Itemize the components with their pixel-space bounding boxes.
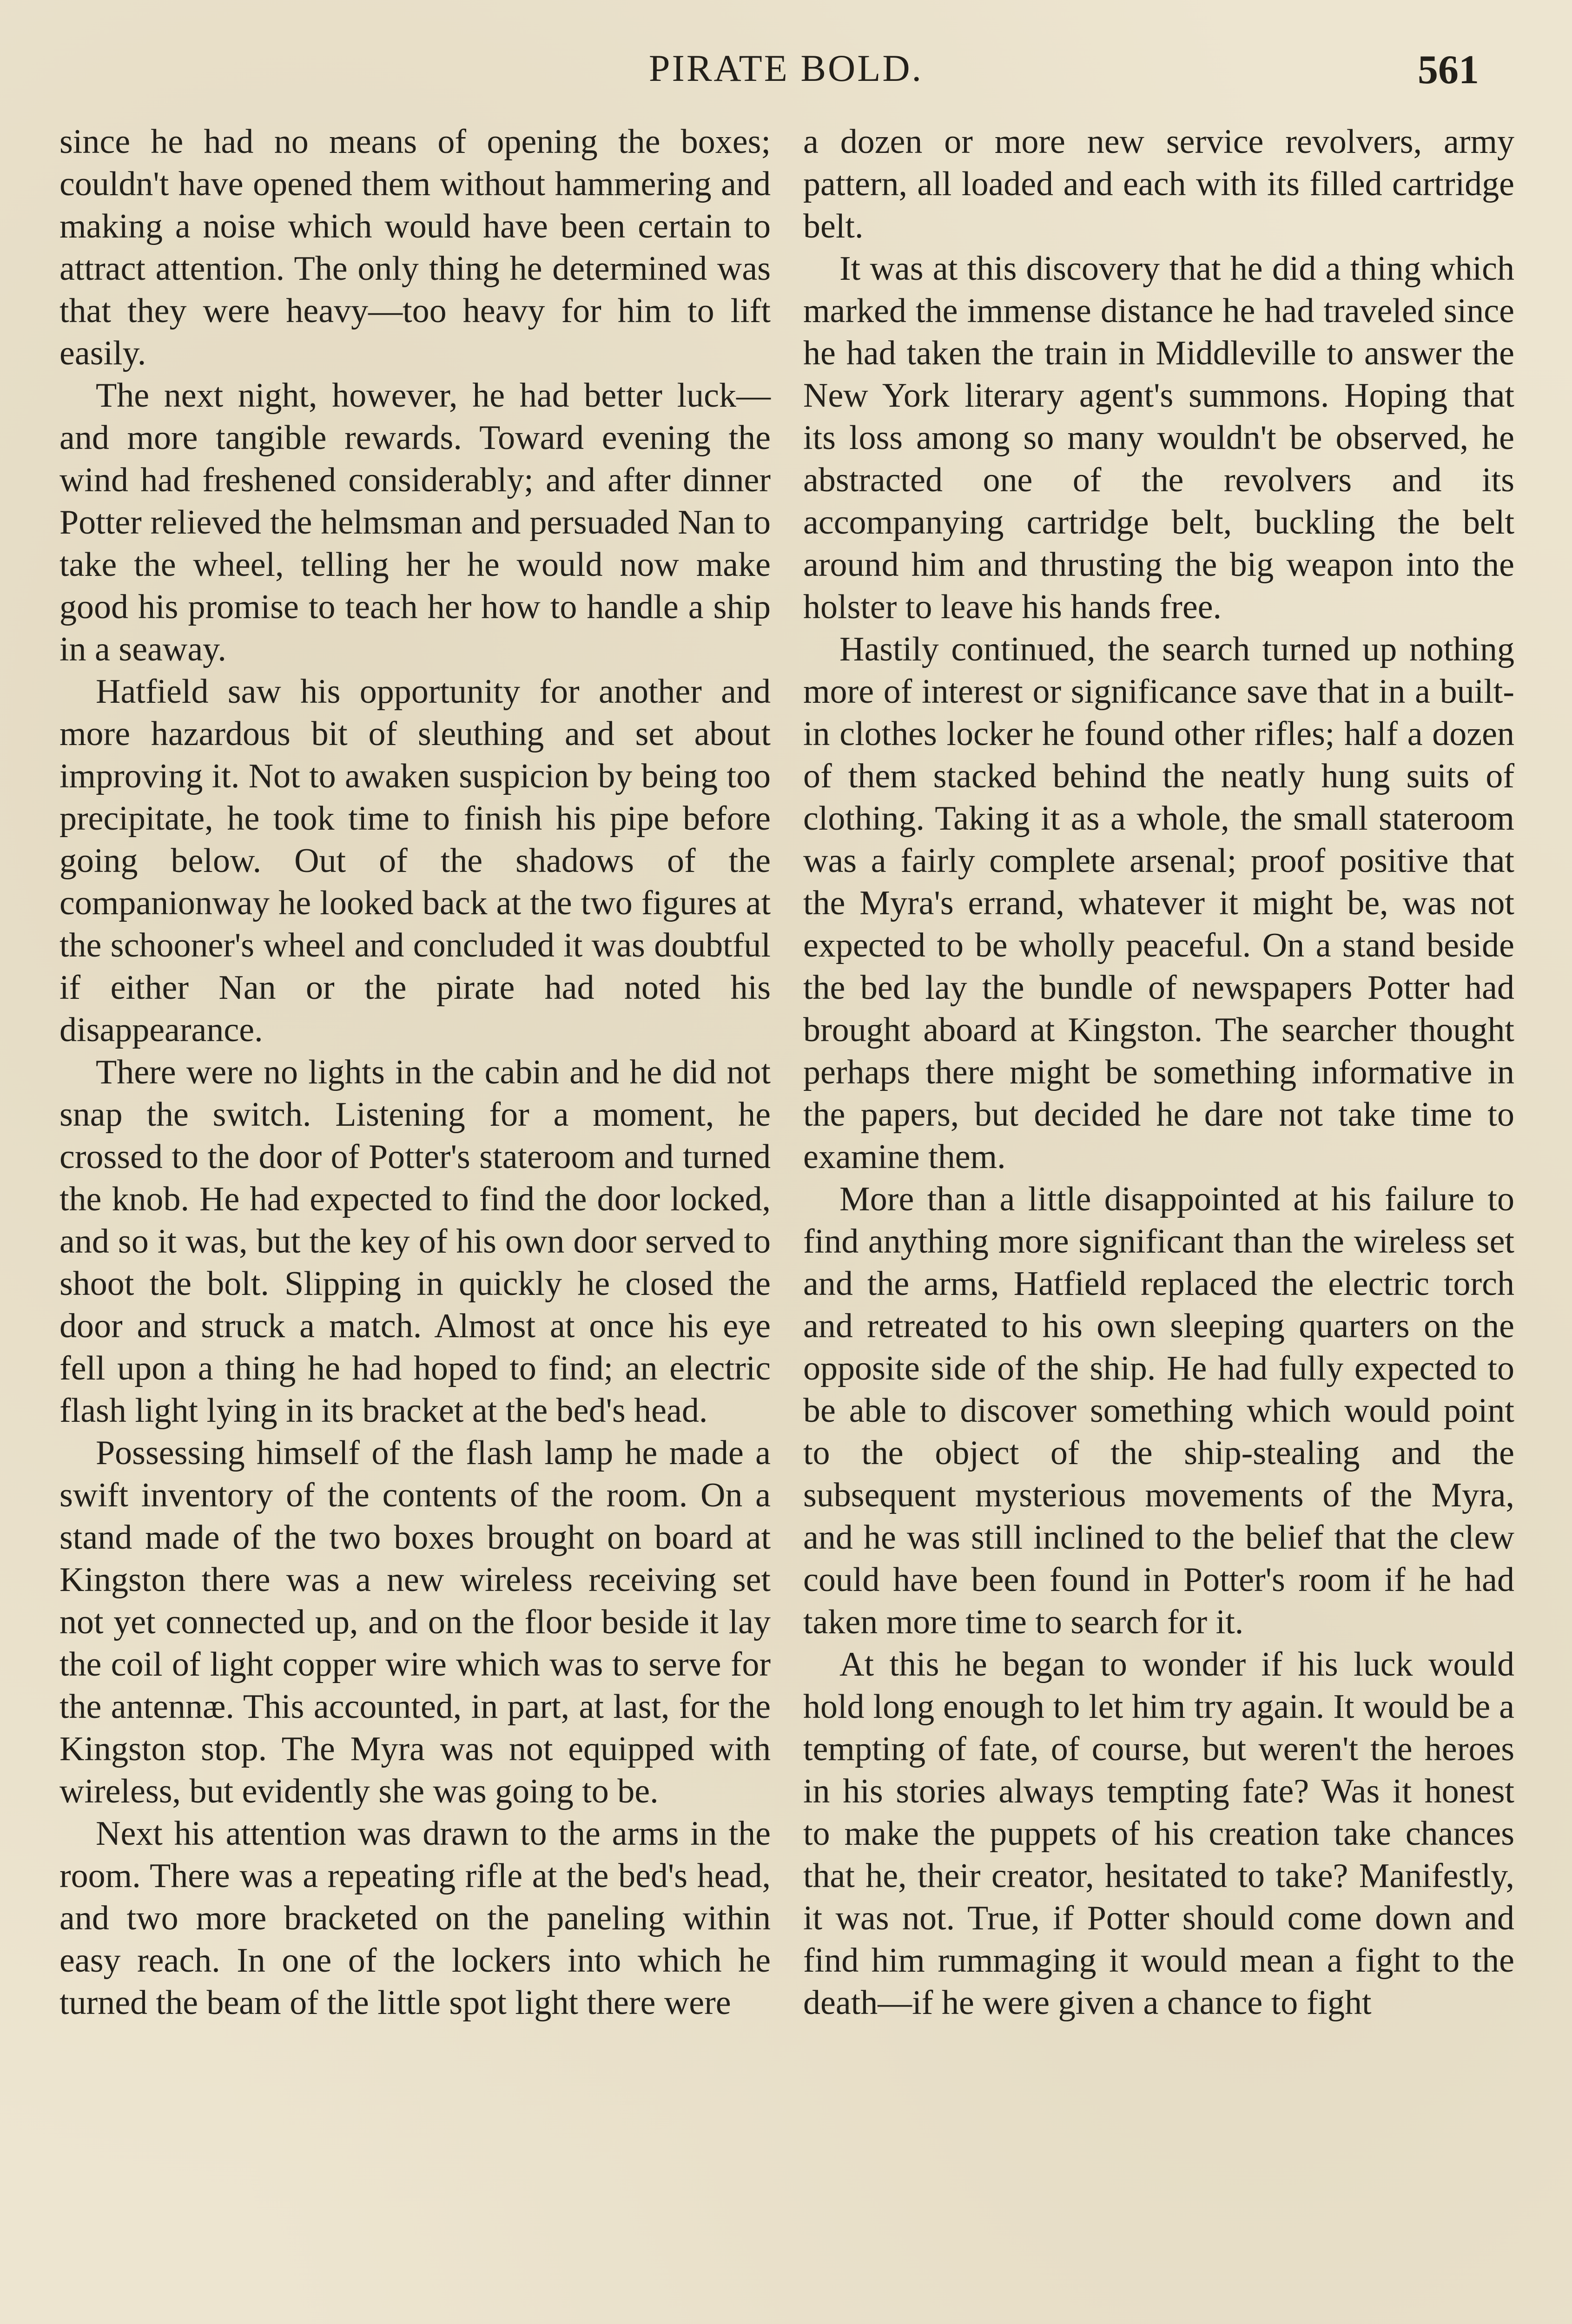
paragraph: There were no lights in the cabin and he did not snap the switch. Listening for a moment, he crossed to the door of Potter's stateroom and turned the knob. He had expected to find the door locked, and so it was, but the key of his own door served to shoot the bolt. Slipping in quickly he closed the door and struck a match. Almost at once his eye fell upon a thing he had hoped to find; an electric flash light lying in its bracket at the bed's head.	[59, 1053, 771, 1430]
paragraph: Hatfield saw his opportunity for another and more hazardous bit of sleuthing and set about improving it. Not to awaken suspicion by being too precipitate, he took time to finish his pipe before going below. Out of the shadows of the companionway he looked back at the two figures at the schooner's wheel and concluded it was doubtful if either Nan or the pirate had noted his disappearance.	[59, 673, 771, 1049]
paragraph: since he had no means of opening the boxes; couldn't have opened them without hammering and making a noise which would have been certain to attract attention. The only thing he determined was that they were heavy—too heavy for him to lift easily.	[59, 123, 771, 372]
paragraph: Next his attention was drawn to the arms in the room. There was a repeating rifle at the bed's head, and two more bracketed on the paneling within easy reach. In one of the lockers into which he turned the beam of the little spot light there were	[59, 1815, 771, 2022]
paragraph: More than a little disappointed at his failure to find anything more significant than the wireless set and the arms, Hatfield replaced the electric torch and retreated to his own sleeping quarters on the opposite side of the ship. He had fully expected to be able to discover something which would point to the object of the ship-stealing and the subsequent mysterious movements of the Myra, and he was still inclined to the belief that the clew could have been found in Potter's room if he had taken more time to search for it.	[803, 1180, 1514, 1641]
paragraph: It was at this discovery that he did a thing which marked the immense distance he had traveled since he had taken the train in Middleville to answer the New York literary agent's summons. Hoping that its loss among so many wouldn't be observed, he abstracted one of the revolvers and its accompanying cartridge belt, buckling the belt around him and thrusting the big weapon into the holster to leave his hands free.	[803, 250, 1514, 626]
paragraph: At this he began to wonder if his luck would hold long enough to let him try again. It would be a tempting of fate, of course, but weren't the heroes in his stories always tempting fate? Was it honest to make the puppets of his creation take chances that he, their creator, hesitated to take? Manifestly, it was not. True, if Potter should come down and find him rummaging it would mean a fight to the death—if he were given a chance to fight	[803, 1645, 1514, 2022]
paragraph: The next night, however, he had better luck—and more tangible rewards. Toward evening the wind had freshened considerably; and after dinner Potter relieved the helmsman and persuaded Nan to take the wheel, telling her he would now make good his promise to teach her how to handle a ship in a seaway.	[59, 376, 771, 668]
running-head: PIRATE BOLD.	[648, 47, 924, 89]
right-column	[803, 121, 1514, 2024]
paragraph: Hastily continued, the search turned up nothing more of interest or significance save that in a built-in clothes locker he found other rifles; half a dozen of them stacked behind the neatly hung suits of clothing. Taking it as a whole, the small stateroom was a fairly complete arsenal; proof positive that the Myra's errand, whatever it might be, was not expected to be wholly peaceful. On a stand beside the bed lay the bundle of newspapers Potter had brought aboard at Kingston. The searcher thought perhaps there might be something informative in the papers, but decided he dare not take time to examine them.	[803, 630, 1514, 1176]
paragraph: Possessing himself of the flash lamp he made a swift inventory of the contents of the room. On a stand made of the two boxes brought on board at Kingston there was a new wireless receiving set not yet connected up, and on the floor beside it lay the coil of light copper wire which was to serve for the antennæ. This accounted, in part, at last, for the Kingston stop. The Myra was not equipped with wireless, but evidently she was going to be.	[59, 1434, 771, 1810]
paragraph: a dozen or more new service revolvers, army pattern, all loaded and each with its filled cartridge belt.	[803, 123, 1514, 245]
page-header	[60, 37, 1512, 107]
page-number: 561	[1418, 47, 1479, 92]
left-column	[59, 121, 771, 2024]
